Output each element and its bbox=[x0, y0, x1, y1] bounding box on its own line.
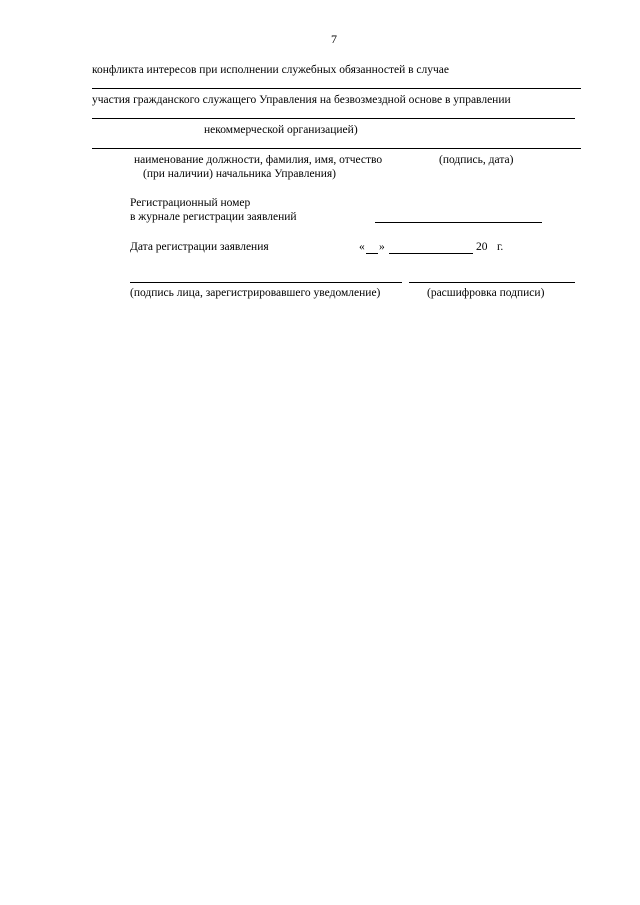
registration-number-label-2: в журнале регистрации заявлений bbox=[130, 211, 297, 223]
date-month-field[interactable] bbox=[389, 253, 473, 254]
underline-3 bbox=[92, 148, 581, 149]
text-line-1: конфликта интересов при исполнении служебных обязанностей в случае bbox=[92, 64, 450, 76]
name-caption-line-2: (при наличии) начальника Управления) bbox=[143, 168, 336, 180]
page-number: 7 bbox=[331, 32, 337, 46]
date-close-quote: » bbox=[379, 241, 385, 253]
name-caption-line-1: наименование должности, фамилия, имя, отчество bbox=[134, 154, 383, 166]
text-line-3: некоммерческой организацией) bbox=[204, 124, 358, 136]
decoding-caption: (расшифровка подписи) bbox=[427, 287, 545, 299]
underline-2 bbox=[92, 118, 575, 119]
registration-number-field[interactable] bbox=[375, 222, 542, 223]
registration-number-label-1: Регистрационный номер bbox=[130, 197, 251, 209]
underline-1 bbox=[92, 88, 581, 89]
signer-caption: (подпись лица, зарегистрировавшего уведомление) bbox=[130, 287, 381, 299]
signature-date-caption: (подпись, дата) bbox=[439, 154, 514, 166]
signature-decoding-field[interactable] bbox=[409, 282, 575, 283]
date-year-suffix: г. bbox=[497, 241, 504, 253]
registration-date-label: Дата регистрации заявления bbox=[130, 241, 269, 253]
date-day-field[interactable] bbox=[366, 253, 378, 254]
date-open-quote: « bbox=[359, 241, 365, 253]
signer-signature-field[interactable] bbox=[130, 282, 402, 283]
date-year-prefix: 20 bbox=[476, 241, 488, 253]
text-line-2: участия гражданского служащего Управления на безвозмездной основе в управлении bbox=[92, 94, 511, 106]
